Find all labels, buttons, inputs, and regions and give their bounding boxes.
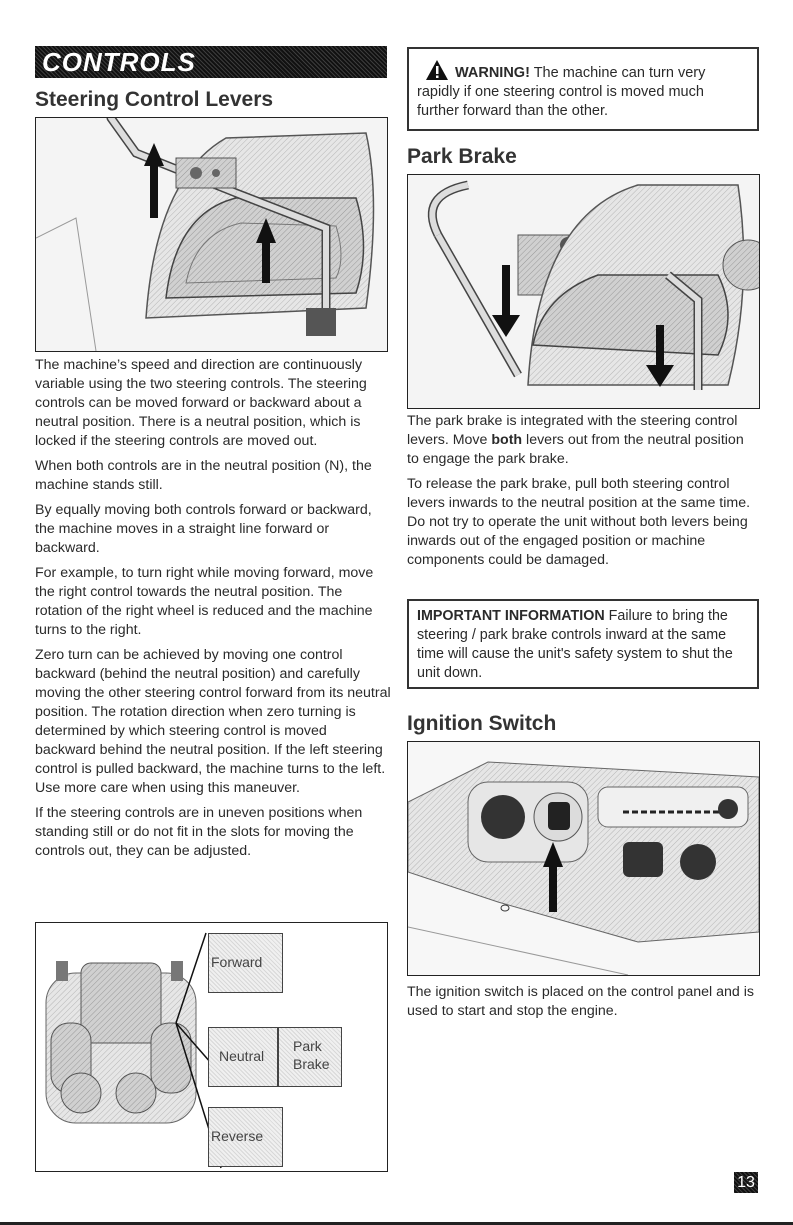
- warning-label: WARNING!: [455, 65, 530, 81]
- park-brake-paragraph-2: To release the park brake, pull both steering control levers inwards to the neutral position at the same time. Do not try to operate the unit without both levers being inwards out of the engaged position or machine components could be damaged.: [407, 476, 751, 568]
- steering-paragraph: The machine’s speed and direction are continuously variable using the two steering controls. The steering controls can be moved forward or backward about a neutral position. There is a neutral position, which is locked if the steering controls are moved out.: [35, 357, 367, 449]
- page-number: 13: [737, 1174, 755, 1191]
- park-brake-paragraph-1: [407, 412, 759, 469]
- neutral-position: [208, 1027, 278, 1087]
- reverse-position: [208, 1107, 283, 1167]
- steering-heading: Steering Control Levers: [35, 88, 274, 111]
- steering-description: [35, 356, 391, 867]
- steering-paragraph: Zero turn can be achieved by moving one control backward (behind the neutral position) and carefully moving the other steering control forward from its neutral position. The rotation direction when zero turning is determined by which steering control is moved backward behind the neutral position. If the left steering control is pulled backward, the machine turns to the left. Use more care when using this maneuver.: [35, 647, 391, 796]
- warning-text: [417, 64, 749, 121]
- steering-paragraph: When both controls are in the neutral position (N), the machine stands still.: [35, 458, 372, 493]
- park-label: Park: [293, 1038, 322, 1054]
- important-info-box: [407, 599, 759, 689]
- important-message: Failure to bring the steering / park brake controls inward at the same time will cause the unit's safety system to shut the unit down.: [417, 608, 733, 681]
- ignition-paragraph: The ignition switch is placed on the control panel and is used to start and stop the engine.: [407, 984, 755, 1019]
- neutral-label: Neutral: [219, 1048, 265, 1064]
- park-brake-description: [407, 412, 759, 576]
- park-brake-position: [278, 1027, 342, 1087]
- warning-box: [407, 47, 759, 131]
- forward-position: [208, 933, 283, 993]
- reverse-label: Reverse: [211, 1128, 264, 1144]
- park-brake-heading: Park Brake: [407, 145, 517, 168]
- steering-paragraph: For example, to turn right while moving forward, move the right control towards the neutral position. The rotation of the right wheel is reduced and the machine turns to the right.: [35, 565, 374, 638]
- ignition-heading: Ignition Switch: [407, 712, 557, 735]
- section-title: CONTROLS: [42, 47, 196, 77]
- park-text-a: The park brake is integrated with the steering control levers. Move: [407, 413, 738, 448]
- warning-message: The machine can turn very rapidly if one steering control is moved much further forward than the other.: [417, 65, 706, 119]
- important-label: IMPORTANT INFORMATION: [417, 608, 605, 624]
- lever-positions-figure: [35, 922, 388, 1172]
- ignition-description: [407, 983, 759, 1027]
- forward-label: Forward: [211, 954, 263, 970]
- ignition-panel-illustration: [408, 742, 759, 975]
- park-text-bold: both: [491, 432, 523, 448]
- steering-paragraph: By equally moving both controls forward or backward, the machine moves in a straight line forward or backward.: [35, 502, 372, 556]
- steering-paragraph: If the steering controls are in uneven positions when standing still or do not fit in the slots for moving the controls out, they can be adjusted.: [35, 805, 363, 859]
- steering-levers-illustration: [36, 118, 387, 351]
- steering-levers-figure: [35, 117, 388, 352]
- park-brake-figure: [407, 174, 760, 409]
- park-brake-illustration: [408, 175, 759, 408]
- ignition-figure: [407, 741, 760, 976]
- park-text-b: levers out from the neutral position to engage the park brake.: [407, 432, 744, 467]
- warning-triangle-icon: [425, 59, 449, 81]
- brake-label: Brake: [293, 1056, 330, 1072]
